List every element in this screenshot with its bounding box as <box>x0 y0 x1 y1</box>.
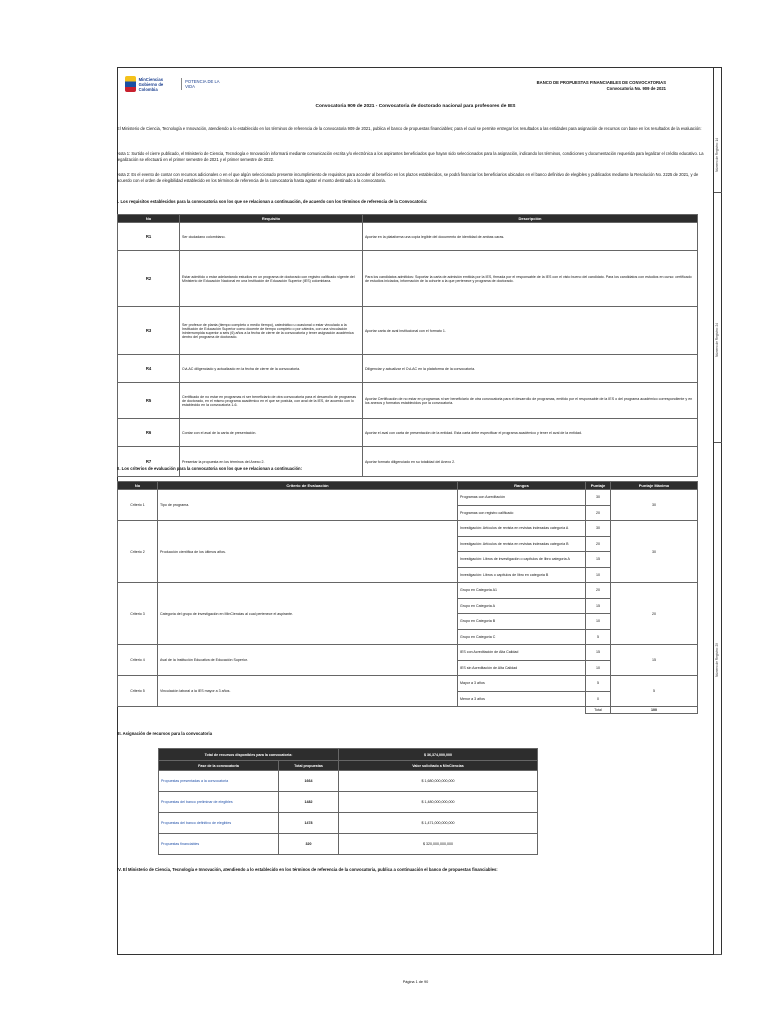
table-row <box>118 251 698 307</box>
table-row <box>118 521 698 537</box>
total-label: Total <box>586 707 611 714</box>
criterio-rango: Grupo en Categoría B <box>458 614 586 630</box>
total-row <box>118 707 698 714</box>
recurso-total: 1482 <box>279 792 339 813</box>
criterio-puntaje: 30 <box>586 521 611 537</box>
criterio-rango: Menor a 3 años <box>458 691 586 707</box>
criterio-name: Criterio 2 <box>118 521 158 583</box>
criterio-puntaje: 0 <box>586 691 611 707</box>
requisito-description: Aportar carta de aval institucional con el formato 1. <box>363 307 698 355</box>
criterio-puntaje: 15 <box>586 598 611 614</box>
page-footer: Página 1 de 90 <box>402 980 429 984</box>
nota-2: Nota 2: Es el evento de contar con recursos adicionales o en el que algún seleccionado presente incumplimiento de requisitos para acceder al beneficio en los plazos establecidos, se podrá financiar los beneficiarios ubicados en el banco definitivo de elegibles y publicados mediante la Resolución No. 2225 de 2021, y de acuerdo con el orden de elegibilidad establecido en los términos de referencia de la convocatoria hasta agotar el monto destinado a la convocatoria. <box>117 172 699 183</box>
criterio-puntaje: 10 <box>586 660 611 676</box>
requisito-number: R7 <box>118 447 180 477</box>
criterio-max: 20 <box>611 583 698 645</box>
recurso-total: 320 <box>279 834 339 855</box>
table-row <box>118 355 698 383</box>
criterios-table <box>117 481 698 714</box>
criterio-name: Criterio 3 <box>118 583 158 645</box>
criterio-rango: Grupo en Categoría A1 <box>458 583 586 599</box>
total-value: 100 <box>611 707 698 714</box>
table-row <box>118 307 698 355</box>
table-row <box>118 419 698 447</box>
criterio-puntaje: 20 <box>586 536 611 552</box>
recurso-fase: Propuestas financiables <box>159 834 279 855</box>
logo-line1: MinCiencias <box>138 76 164 82</box>
requisito-description: Aportar en la plataforma una copia legible del documento de identidad de ambas caras. <box>363 223 698 251</box>
logo-divider <box>181 78 182 90</box>
criterio-description: Producción científica de los últimos años. <box>158 521 458 583</box>
criterio-puntaje: 30 <box>586 490 611 506</box>
criterio-rango: Investigación: Artículos de revista en revistas indexadas categoría A <box>458 521 586 537</box>
table-row <box>118 645 698 661</box>
criterio-rango: Grupo en Categoría A <box>458 598 586 614</box>
recurso-fase: Propuestas presentadas a la convocatoria <box>159 771 279 792</box>
table-row <box>118 223 698 251</box>
recurso-valor: $ 1,680,000,000,000 <box>339 771 538 792</box>
col-header-no: No <box>118 482 158 490</box>
sidebar-segment <box>714 68 722 193</box>
criterio-name: Criterio 1 <box>118 490 158 521</box>
col-header-no: No <box>118 215 180 223</box>
convocatoria-number: Convocatoria No. 909 de 2021 <box>606 86 666 91</box>
criterio-rango: Grupo en Categoría C <box>458 629 586 645</box>
header-right <box>537 80 666 92</box>
col-header-descripcion: Descripción <box>363 215 698 223</box>
section-recursos-heading: III. Asignación de recursos para la convocatoria <box>117 731 213 736</box>
requisito-number: R1 <box>118 223 180 251</box>
requisito-text: Certificado de no estar en programas ni ser beneficiario de otra convocatoria para el desarrollo de programas de doctorado, en el mismo programa académico en el que se postula, con aval de la IES, de acuerdo con lo establecido en la convocatoria 1-6. <box>180 383 363 419</box>
table-row <box>159 771 538 792</box>
criterio-name: Criterio 4 <box>118 645 158 676</box>
criterio-puntaje: 15 <box>586 552 611 568</box>
sidebar-label: Número de Registro: 24 <box>715 323 719 357</box>
criterio-rango: Programas con Acreditación <box>458 490 586 506</box>
criterio-description: Tipo de programa. <box>158 490 458 521</box>
requisito-number: R4 <box>118 355 180 383</box>
col-header-max: Puntaje Máximo <box>611 482 698 490</box>
criterio-puntaje: 20 <box>586 583 611 599</box>
sidebar-segment <box>714 193 722 443</box>
minciencias-logo <box>125 74 225 94</box>
requisito-number: R5 <box>118 383 180 419</box>
criterio-puntaje: 20 <box>586 505 611 521</box>
table-row <box>118 490 698 506</box>
criterio-puntaje: 15 <box>586 645 611 661</box>
criterio-max: 30 <box>611 521 698 583</box>
section-requisitos-heading: I. Los requisitos establecidos para la convocatoria son los que se relacionan a continuación, de acuerdo con los términos de referencia de la Convocatoria: <box>117 199 428 204</box>
recurso-total: 1664 <box>279 771 339 792</box>
requisito-description: Diligenciar y actualizar el CvLAC en la plataforma de la convocatoria. <box>363 355 698 383</box>
criterio-puntaje: 5 <box>586 629 611 645</box>
intro-paragraph: El Ministerio de Ciencia, Tecnología e Innovación, atendiendo a lo establecido en los términos de referencia de la convocatoria 909 de 2021, publica el banco de propuestas financiables; para el cual se permite entregar los resultados a las entidades para asignación de recursos con base en los resultados de la evaluación: <box>117 126 702 131</box>
bank-title: BANCO DE PROPUESTAS FINANCIABLES DE CONVOCATORIAS <box>536 80 666 85</box>
criterio-rango: IES con Acreditación de Alta Calidad <box>458 645 586 661</box>
record-sidebar <box>714 67 722 955</box>
criterio-max: 30 <box>611 490 698 521</box>
criterio-rango: Investigación: Libros o capítulos de libro en categoría B <box>458 567 586 583</box>
nota-1: Nota 1: Surtido el cierre publicado, el Ministerio de Ciencia, Tecnología e Innovación informará mediante comunicación escrita y/o electrónica a los aspirantes beneficiados que hayan sido seleccionados para la asignación, indicando los términos, condiciones y documentación requerida para legalizar el crédito educativo. La legalización se efectuará en el primer semestre de 2021 y el primer semestre de 2022. <box>117 151 704 162</box>
section-criterios-heading: II. Los criterios de evaluación para la convocatoria son los que se relacionan a continuación: <box>117 466 303 471</box>
recurso-valor: $ 1,480,000,000,000 <box>339 792 538 813</box>
sidebar-label: Número de Registro: 29 <box>715 643 719 677</box>
table-row <box>118 447 698 477</box>
criterio-rango: Investigación: Artículos de revista en revistas indexadas categoría B <box>458 536 586 552</box>
recursos-total-label: Total de recursos disponibles para la convocatoria: <box>159 749 339 761</box>
criterio-max: 15 <box>611 645 698 676</box>
logo-sub: POTENCIA DE LA VIDA <box>185 79 220 89</box>
col-header-rangos: Rangos <box>458 482 586 490</box>
requisito-description: Aportar formato diligenciado en su totalidad del Anexo 2. <box>363 447 698 477</box>
criterio-rango: Investigación: Libros de investigación o capítulos de libro categoría A <box>458 552 586 568</box>
table-row <box>118 383 698 419</box>
requisito-number: R2 <box>118 251 180 307</box>
table-row <box>118 583 698 599</box>
requisito-description: Aportar el aval con carta de presentación de la entidad. Esta carta debe especificar el programa académico y tener el aval de la entidad. <box>363 419 698 447</box>
sub-header-total: Total propuestas <box>279 761 339 771</box>
criterio-puntaje: 10 <box>586 567 611 583</box>
criterio-rango: Mayor a 3 años <box>458 676 586 692</box>
col-header-criterio: Criterio de Evaluación <box>158 482 458 490</box>
table-row <box>159 792 538 813</box>
criterio-description: Aval de la Institución Educativa de Educación Superior. <box>158 645 458 676</box>
criterio-name: Criterio 5 <box>118 676 158 707</box>
criterio-max: 5 <box>611 676 698 707</box>
requisito-text: Ser ciudadano colombiano. <box>180 223 363 251</box>
sub-header-fase: Fase de la convocatoria <box>159 761 279 771</box>
recurso-valor: $ 1,471,000,000,000 <box>339 813 538 834</box>
recurso-fase: Propuestas del banco definitivo de elegibles <box>159 813 279 834</box>
recurso-fase: Propuestas del banco preliminar de elegibles <box>159 792 279 813</box>
requisitos-table <box>117 214 698 477</box>
recurso-valor: $ 320,000,000,000 <box>339 834 538 855</box>
criterio-rango: IES sin Acreditación de Alta Calidad <box>458 660 586 676</box>
requisito-text: Contar con el aval de la carta de presentación. <box>180 419 363 447</box>
section-banco-heading: IV. El Ministerio de Ciencia, Tecnología e Innovación, atendiendo a lo establecido en los términos de referencia de la convocatoria, publica a continuación el banco de propuestas financiables: <box>117 867 498 872</box>
sidebar-label: Número de Registro: 14 <box>715 138 719 172</box>
requisito-text: Estar admitido o estar adelantando estudios en un programa de doctorado con registro calificado vigente del Ministerio de Educación Nacional en una Institución de Educación Superior (IES) colombiana. <box>180 251 363 307</box>
criterio-description: Vinculación laboral a la IES mayor a 3 años. <box>158 676 458 707</box>
total-spacer <box>118 707 586 714</box>
criterio-puntaje: 10 <box>586 614 611 630</box>
col-header-puntaje: Puntaje <box>586 482 611 490</box>
criterio-description: Categoría del grupo de investigación en MinCiencias al cual pertenece el aspirante. <box>158 583 458 645</box>
requisito-text: Presentar la propuesta en los términos del Anexo 2. <box>180 447 363 477</box>
logo-line2: Gobierno de Colombia <box>138 81 164 92</box>
table-row <box>159 813 538 834</box>
table-row <box>159 834 538 855</box>
page-title: Convocatoria 909 de 2021 - Convocatoria de doctorado nacional para profesores de IES <box>315 104 516 109</box>
requisito-text: Ser profesor de planta (tiempo completo o medio tiempo), catedrático u ocasional o estar vinculado a la Institución de Educación Superior como docente de tiempo completo o por cátedra, con una vinculación ininterrumpida superior a seis (6) años a la fecha de cierre de la convocatoria y tener asignación académica dentro del programa de doctorado. <box>180 307 363 355</box>
colombia-crest-icon <box>125 76 136 92</box>
criterio-rango: Programas con registro calificado <box>458 505 586 521</box>
criterio-puntaje: 5 <box>586 676 611 692</box>
requisito-number: R6 <box>118 419 180 447</box>
recursos-table <box>158 748 538 855</box>
recurso-total: 1478 <box>279 813 339 834</box>
requisito-description: Aportar Certificación de no estar en programas ni ser beneficiario de otra convocatoria para el desarrollo de programas, emitido por el responsable de la IES o del programa académico correspondiente y en los anexos y formatos establecidos por la convocatoria. <box>363 383 698 419</box>
requisito-description: Para los candidatos admitidos: Soportar la carta de admisión emitida por la IES, firmada por el responsable de la IES con el visto bueno del candidato. Para los candidatos con estudios en curso: certificado de estudios iniciados, información de la cohorte a la que pertenece y programa de doctorado. <box>363 251 698 307</box>
table-row <box>118 676 698 692</box>
requisito-number: R3 <box>118 307 180 355</box>
col-header-requisito: Requisito <box>180 215 363 223</box>
sidebar-segment <box>714 443 722 955</box>
requisito-text: CvLAC diligenciado y actualizado en la fecha de cierre de la convocatoria. <box>180 355 363 383</box>
recursos-total-value: $ 36,374,000,000 <box>339 749 538 761</box>
sub-header-valor: Valor solicitado a MinCiencias <box>339 761 538 771</box>
